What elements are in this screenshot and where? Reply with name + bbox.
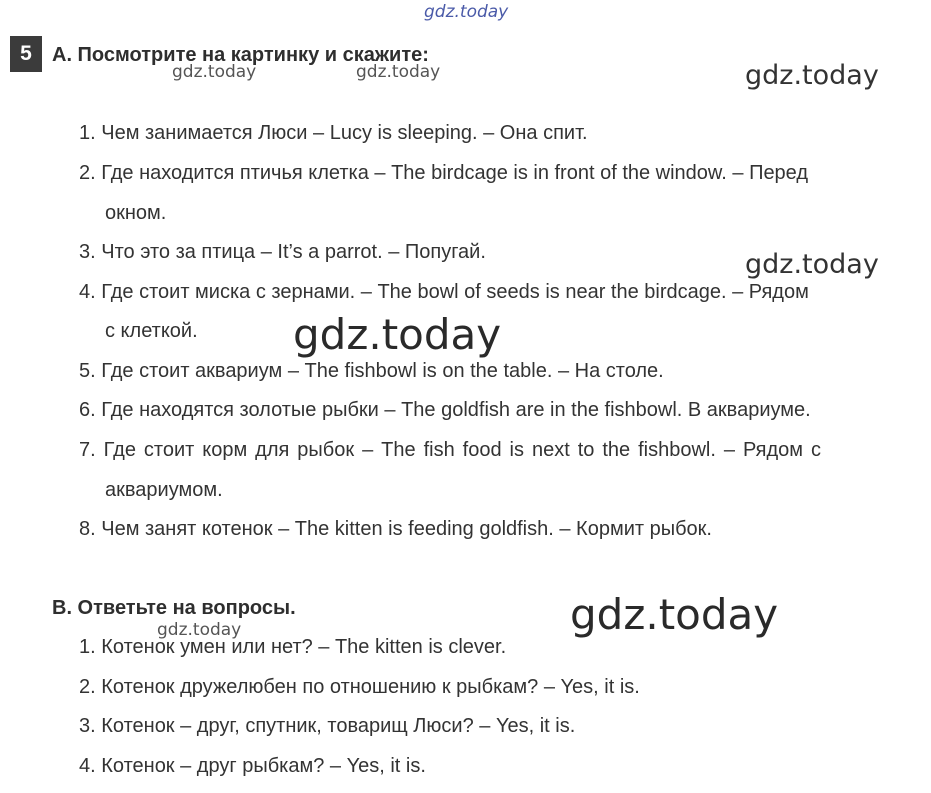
list-item: 1. Чем занимается Люси – Lucy is sleeping. – Она спит. [79, 122, 588, 144]
list-item-continuation: аквариумом. [105, 479, 223, 501]
list-item: 1. Котенок умен или нет? – The kitten is clever. [79, 636, 507, 658]
watermark-medium: gdz.today [745, 249, 879, 280]
list-item: 5. Где стоит аквариум – The fishbowl is on the table. – На столе. [79, 360, 664, 382]
list-item: 2. Где находится птичья клетка – The birdcage is in front of the window. – Перед [79, 162, 809, 184]
list-item: 3. Что это за птица – It’s a parrot. – Попугай. [79, 241, 486, 263]
section-a-title: A. Посмотрите на картинку и скажите: [52, 44, 429, 66]
watermark-top: gdz.today [424, 2, 509, 22]
list-item: 6. Где находятся золотые рыбки – The goldfish are in the fishbowl. В аквариуме. [79, 399, 811, 421]
list-item: 4. Где стоит миска с зернами. – The bowl of seeds is near the birdcage. – Рядом [79, 281, 809, 303]
watermark-small: gdz.today [157, 620, 242, 640]
list-item-continuation: окном. [105, 202, 167, 224]
list-item: 8. Чем занят котенок – The kitten is feeding goldfish. – Кормит рыбок. [79, 518, 712, 540]
exercise-number-badge: 5 [10, 36, 42, 72]
list-item: 4. Котенок – друг рыбкам? – Yes, it is. [79, 755, 426, 777]
watermark-medium: gdz.today [745, 60, 879, 91]
watermark-small: gdz.today [172, 62, 257, 82]
watermark-large: gdz.today [570, 590, 779, 639]
section-b-title: B. Ответьте на вопросы. [52, 597, 296, 619]
list-item: 7. Где стоит корм для рыбок – The fish food is next to the fishbowl. – Рядом с [79, 439, 821, 461]
watermark-large: gdz.today [293, 310, 502, 359]
watermark-small: gdz.today [356, 62, 441, 82]
list-item: 3. Котенок – друг, спутник, товарищ Люси? – Yes, it is. [79, 715, 576, 737]
list-item: 2. Котенок дружелюбен по отношению к рыбкам? – Yes, it is. [79, 676, 640, 698]
list-item-continuation: с клеткой. [105, 320, 198, 342]
